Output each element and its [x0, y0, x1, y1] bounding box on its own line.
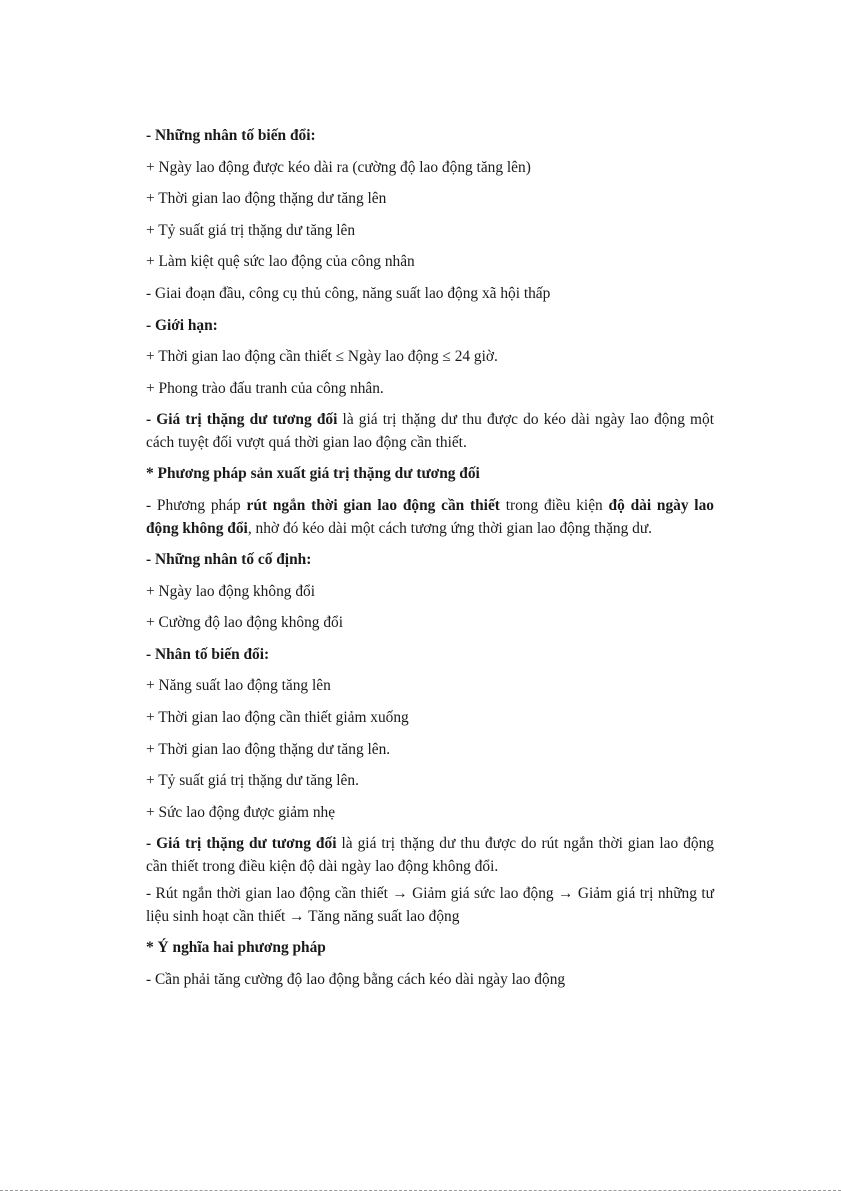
- list-item: + Thời gian lao động thặng dư tăng lên: [146, 190, 387, 208]
- section-heading-relative-method: * Phương pháp sản xuất giá trị thặng dư tương đối: [146, 465, 480, 483]
- method-paragraph: - Phương pháp rút ngắn thời gian lao động cần thiết trong điều kiện độ dài ngày lao động không đổi, nhờ đó kéo dài một cách tương ứng thời gian lao động thặng dư.: [146, 496, 714, 537]
- list-item: + Cường độ lao động không đổi: [146, 614, 344, 632]
- list-item: + Thời gian lao động thặng dư tăng lên.: [146, 740, 391, 758]
- list-item: + Thời gian lao động cần thiết giảm xuống: [146, 708, 409, 726]
- list-item: + Thời gian lao động cần thiết ≤ Ngày lao động ≤ 24 giờ.: [146, 348, 498, 366]
- section-heading-significance: * Ý nghĩa hai phương pháp: [146, 939, 326, 957]
- heading-fixed-factors: - Những nhân tố cố định:: [146, 550, 312, 568]
- list-item: + Ngày lao động được kéo dài ra (cường độ lao động tăng lên): [146, 158, 531, 176]
- chain-paragraph: - Rút ngắn thời gian lao động cần thiết → Giảm giá sức lao động → Giảm giá trị những tư liệu sinh hoạt cần thiết → Tăng năng suất lao động: [146, 885, 714, 926]
- list-item: - Giai đoạn đầu, công cụ thủ công, năng suất lao động xã hội thấp: [146, 284, 551, 302]
- heading-limits: - Giới hạn:: [146, 316, 218, 334]
- definition-paragraph: - Giá trị thặng dư tương đối là giá trị thặng dư thu được do kéo dài ngày lao động một cách tuyệt đối vượt quá thời gian lao động cần thiết.: [146, 411, 714, 452]
- list-item: + Làm kiệt quệ sức lao động của công nhân: [146, 253, 415, 271]
- list-item: + Năng suất lao động tăng lên: [146, 677, 331, 695]
- list-item: + Tỷ suất giá trị thặng dư tăng lên.: [146, 772, 359, 790]
- heading-variable-factor: - Nhân tố biến đổi:: [146, 645, 270, 663]
- list-item: + Tỷ suất giá trị thặng dư tăng lên: [146, 221, 356, 239]
- definition-paragraph: - Giá trị thặng dư tương đối là giá trị thặng dư thu được do rút ngắn thời gian lao động cần thiết trong điều kiện độ dài ngày lao động không đổi.: [146, 835, 714, 876]
- list-item: + Sức lao động được giảm nhẹ: [146, 803, 336, 821]
- list-item: + Ngày lao động không đổi: [146, 582, 315, 600]
- heading-variable-factors: - Những nhân tố biến đổi:: [146, 127, 316, 144]
- list-item: + Phong trào đấu tranh của công nhân.: [146, 379, 384, 397]
- list-item: - Cần phải tăng cường độ lao động bằng cách kéo dài ngày lao động: [146, 970, 566, 988]
- document-body: [146, 120, 714, 995]
